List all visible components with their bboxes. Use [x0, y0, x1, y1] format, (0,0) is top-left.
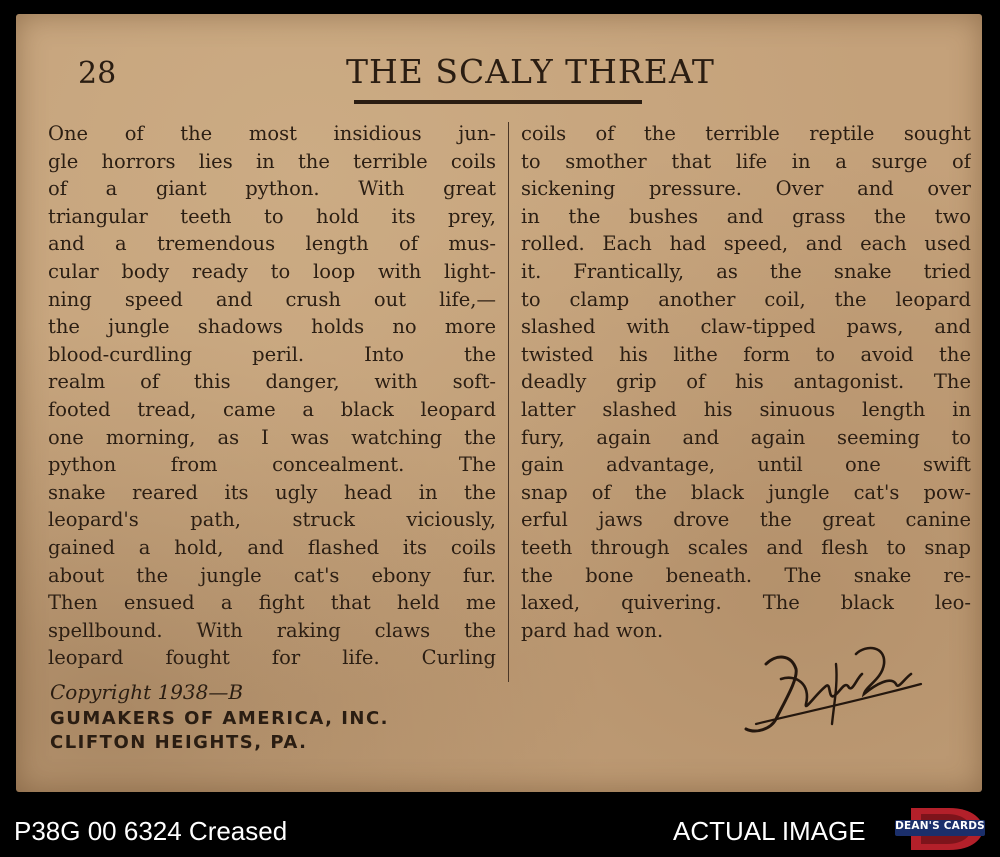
text-line: twisted his lithe form to avoid the — [521, 342, 971, 366]
left-text-column — [48, 120, 496, 672]
signature-icon — [736, 624, 936, 744]
publisher-name: GUMAKERS OF AMERICA, INC. — [50, 708, 390, 729]
trading-card-back — [16, 14, 982, 792]
text-line: ning speed and crush out life,— — [48, 287, 496, 311]
text-line: teeth through scales and flesh to snap — [521, 535, 971, 559]
text-line: python from concealment. The — [48, 453, 496, 477]
text-line: triangular teeth to hold its prey, — [48, 204, 496, 228]
text-line: snap of the black jungle cat's pow- — [521, 480, 971, 504]
text-line: deadly grip of his antagonist. The — [521, 370, 971, 394]
text-line: gained a hold, and flashed its coils — [48, 535, 496, 559]
text-line: to clamp another coil, the leopard — [521, 287, 971, 311]
text-line: spellbound. With raking claws the — [48, 618, 496, 642]
text-line: coils of the terrible reptile sought — [521, 122, 971, 145]
text-line: blood-curdling peril. Into the — [48, 342, 496, 366]
text-line: cular body ready to loop with light- — [48, 259, 496, 283]
text-line: it. Frantically, as the snake tried — [521, 259, 971, 283]
text-line: realm of this danger, with soft- — [48, 370, 496, 394]
text-line: to smother that life in a surge of — [521, 149, 971, 173]
right-text-column — [521, 120, 971, 644]
logo-text: DEAN'S CARDS — [895, 820, 985, 832]
text-line: in the bushes and grass the two — [521, 204, 971, 228]
text-line: fury, again and again seeming to — [521, 425, 971, 449]
text-line: one morning, as I was watching the — [48, 425, 496, 449]
text-line: rolled. Each had speed, and each used — [521, 232, 971, 256]
text-line: the jungle shadows holds no more — [48, 315, 496, 339]
copyright-notice: Copyright 1938—B — [50, 680, 244, 704]
publisher-location: CLIFTON HEIGHTS, PA. — [50, 732, 308, 753]
card-title: THE SCALY THREAT — [346, 52, 715, 91]
text-line: sickening pressure. Over and over — [521, 177, 971, 201]
actual-image-label: ACTUAL IMAGE — [673, 816, 866, 846]
text-line: and a tremendous length of mus- — [48, 232, 496, 256]
text-line: One of the most insidious jun- — [48, 122, 496, 145]
deans-cards-logo-icon — [893, 806, 987, 852]
text-line: laxed, quivering. The black leo- — [521, 591, 971, 615]
text-line: leopard fought for life. Curling — [48, 646, 496, 670]
column-divider — [508, 122, 509, 682]
text-line: slashed with claw-tipped paws, and — [521, 315, 971, 339]
text-line: erful jaws drove the great canine — [521, 508, 971, 532]
text-line: of a giant python. With great — [48, 177, 496, 201]
text-line: pard had won. — [521, 618, 664, 642]
text-line: leopard's path, struck viciously, — [48, 508, 496, 532]
text-line: gain advantage, until one swift — [521, 453, 971, 477]
text-line: Then ensued a fight that held me — [48, 591, 496, 615]
listing-code: P38G 00 6324 Creased — [14, 816, 288, 846]
card-number: 28 — [78, 56, 117, 91]
title-underline — [354, 100, 642, 104]
text-line: the bone beneath. The snake re- — [521, 563, 971, 587]
text-line: gle horrors lies in the terrible coils — [48, 149, 496, 173]
text-line: snake reared its ugly head in the — [48, 480, 496, 504]
text-line: latter slashed his sinuous length in — [521, 397, 971, 421]
text-line: footed tread, came a black leopard — [48, 397, 496, 421]
text-line: about the jungle cat's ebony fur. — [48, 563, 496, 587]
